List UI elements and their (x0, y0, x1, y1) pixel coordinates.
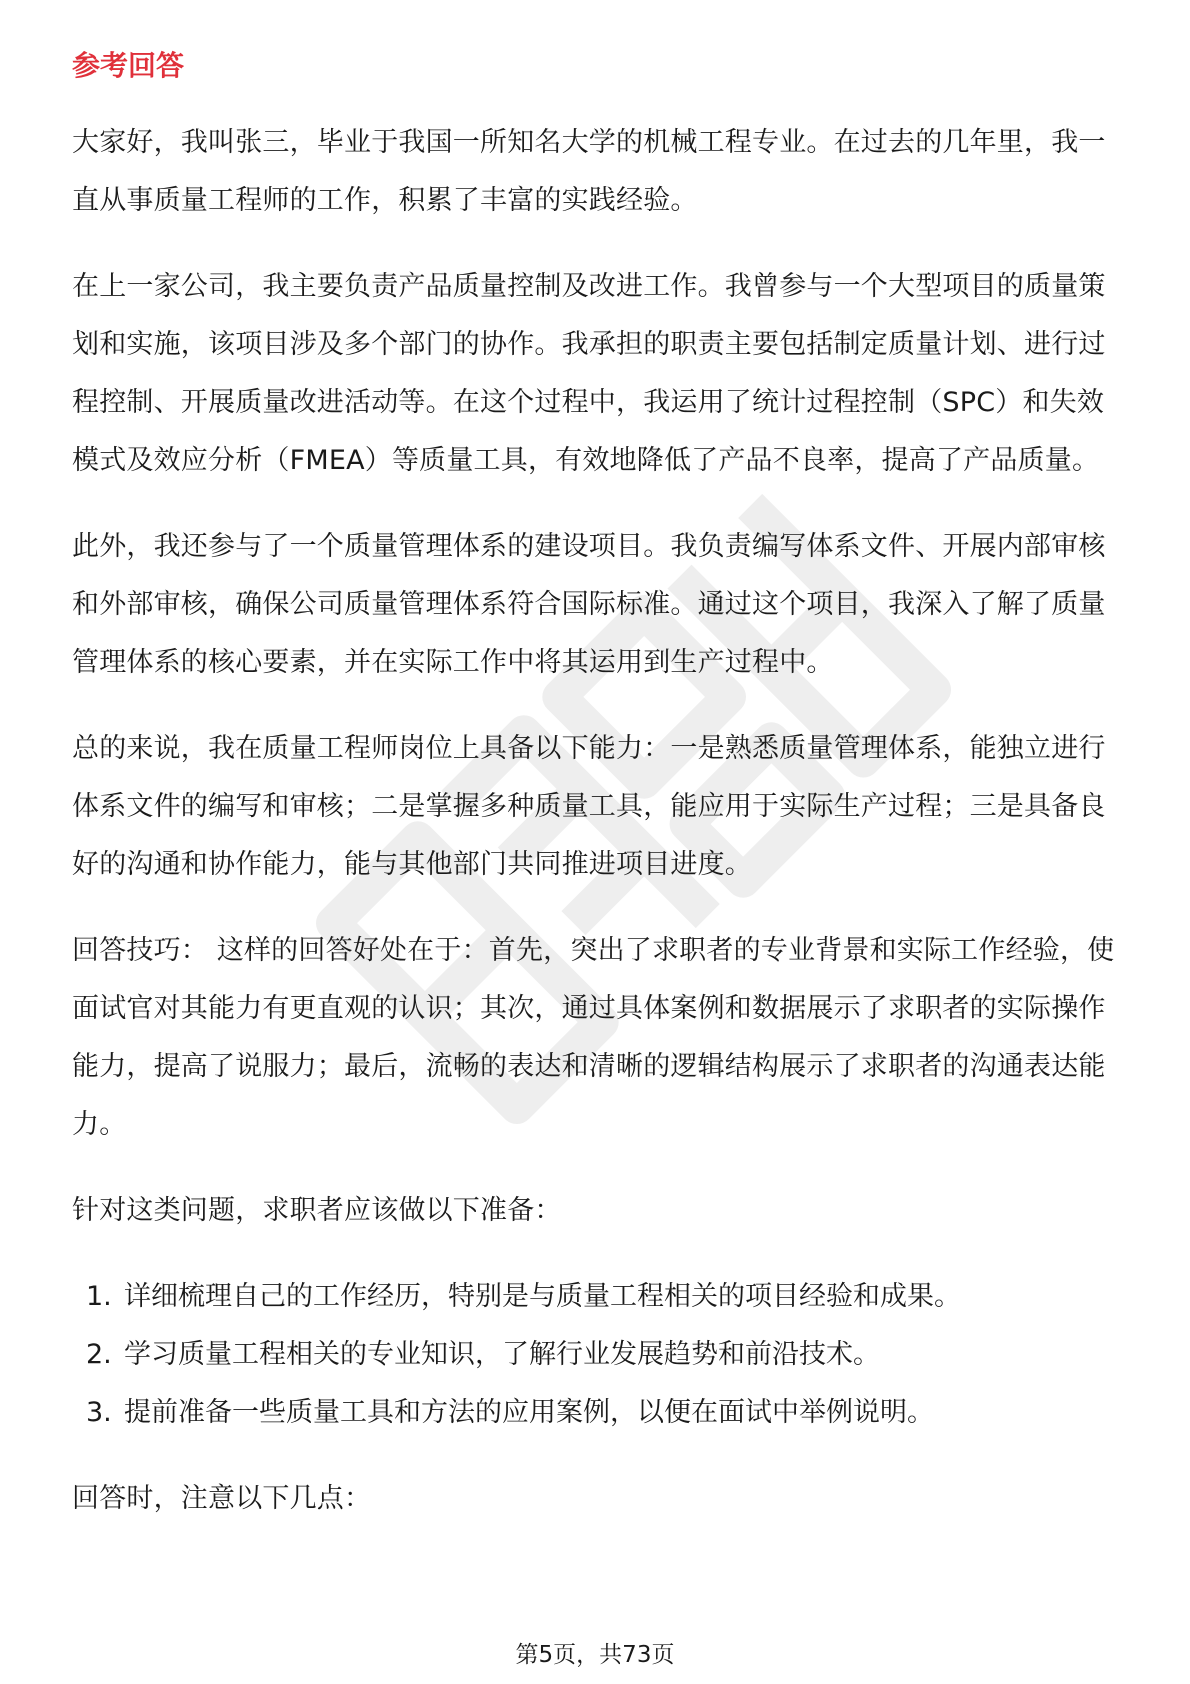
summary-paragraph: 总的来说，我在质量工程师岗位上具备以下能力：一是熟悉质量管理体系，能独立进行体系文件的编写和审核；二是掌握多种质量工具，能应用于实际生产过程；三是具备良好的沟通和协作能力，能与其他部门共同推进项目进度。 (72, 733, 1106, 880)
closing-paragraph: 回答时，注意以下几点： (72, 1483, 372, 1514)
intro-paragraph: 大家好，我叫张三，毕业于我国一所知名大学的机械工程专业。在过去的几年里，我一直从事质量工程师的工作，积累了丰富的实践经验。 (72, 127, 1106, 216)
prep-intro-paragraph: 针对这类问题，求职者应该做以下准备： (72, 1195, 562, 1226)
section-title: 参考回答 (72, 49, 185, 82)
qms-paragraph: 此外，我还参与了一个质量管理体系的建设项目。我负责编写体系文件、开展内部审核和外部审核，确保公司质量管理体系符合国际标准。通过这个项目，我深入了解了质量管理体系的核心要素，并在实际工作中将其运用到生产过程中。 (72, 531, 1106, 678)
list-text: 提前准备一些质量工具和方法的应用案例，以便在面试中举例说明。 (124, 1397, 934, 1428)
experience-paragraph: 在上一家公司，我主要负责产品质量控制及改进工作。我曾参与一个大型项目的质量策划和实施，该项目涉及多个部门的协作。我承担的职责主要包括制定质量计划、进行过程控制、开展质量改进活动等。在这个过程中，我运用了统计过程控制（SPC）和失效模式及效应分析（FMEA）等质量工具，有效地降低了产品不良率，提高了产品质量。 (72, 271, 1106, 476)
list-text: 学习质量工程相关的专业知识，了解行业发展趋势和前沿技术。 (124, 1339, 880, 1370)
list-number: 2. (86, 1339, 112, 1370)
prep-list (72, 1268, 1122, 1442)
list-text: 详细梳理自己的工作经历，特别是与质量工程相关的项目经验和成果。 (124, 1281, 961, 1312)
page-footer: 第5页，共73页 (515, 1642, 675, 1668)
list-number: 3. (86, 1397, 112, 1428)
list-item (72, 1384, 1122, 1442)
list-item (72, 1268, 1122, 1326)
list-number: 1. (86, 1281, 112, 1312)
tips-paragraph: 回答技巧： 这样的回答好处在于：首先，突出了求职者的专业背景和实际工作经验，使面试官对其能力有更直观的认识；其次，通过具体案例和数据展示了求职者的实际操作能力，提高了说服力；最后，流畅的表达和清晰的逻辑结构展示了求职者的沟通表达能力。 (72, 935, 1115, 1140)
list-item (72, 1326, 1122, 1384)
answer-content (72, 44, 1122, 1556)
